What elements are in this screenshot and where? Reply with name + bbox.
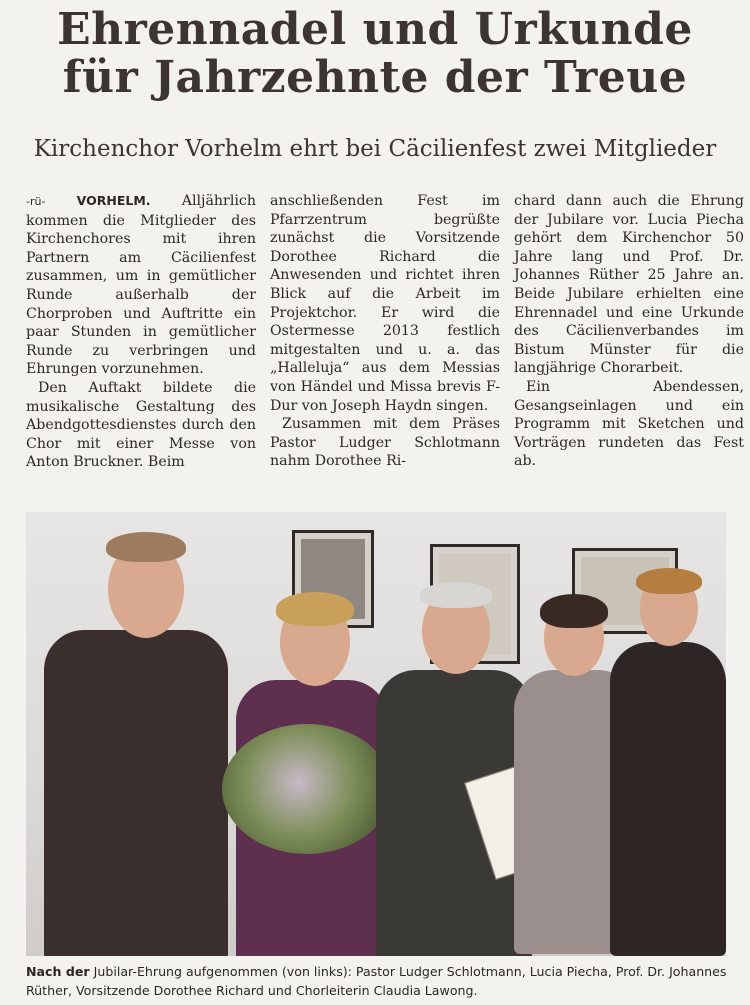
person-lawong: [610, 568, 726, 956]
article-column-3: [514, 192, 744, 500]
article-paragraph: Ein Abendessen, Gesangseinlagen und ein Programm mit Sketchen und Vorträgen rundeten das Fest ab.: [514, 378, 744, 470]
caption-lead: Nach der: [26, 964, 90, 979]
photo-caption: [26, 962, 744, 1000]
person-schlotmann: [36, 530, 236, 956]
headline: [0, 6, 750, 102]
group-photo: [26, 512, 726, 956]
article-paragraph: Den Auftakt bildete die musikalische Gestaltung des Abendgottesdienstes durch den Chor mit einer Messe von Anton Bruckner. Beim: [26, 379, 256, 471]
article-column-2: [270, 192, 500, 500]
article-paragraph: chard dann auch die Ehrung der Jubilare vor. Lucia Piecha gehört dem Kirchenchor 50 Jahre lang und Prof. Dr. Johannes Rüther 25 Jahre an. Beide Jubilare erhielten eine Ehrennadel und eine Urkunde des Cäcilienverbandes im Bistum Münster für die langjährige Chorarbeit.: [514, 193, 744, 377]
headline-line-2: für Jahrzehnte der Treue: [62, 52, 688, 103]
flower-bouquet: [222, 724, 392, 854]
headline-line-1: Ehrennadel und Urkunde: [57, 4, 693, 55]
article-column-1: [26, 192, 256, 500]
article-paragraph: anschließenden Fest im Pfarrzentrum begrüßte zunächst die Vorsitzende Dorothee Richard die Anwesenden und richtet ihren Blick auf die Arbeit im Projektchor. Er wird die Ostermesse 2013 festlich mitgestalten und u. a. das „Halleluja“ aus dem Messias von Händel und Missa brevis F-Dur von Joseph Haydn singen.: [270, 193, 500, 414]
subheadline: Kirchenchor Vorhelm ehrt bei Cäcilienfest zwei Mitglieder: [33, 136, 717, 162]
paragraph-text: Alljährlich kommen die Mitglieder des Kirchenchores mit ihren Partnern am Cäcilienfest zusammen, um in gemütlicher Runde außerhalb der Chorproben und Auftritte ein paar Stunden in gemütlicher Runde zu verbringen und Ehrungen vorzunehmen.: [26, 193, 256, 378]
dateline: VORHELM.: [76, 193, 151, 208]
author-initials: -rü-: [26, 195, 46, 208]
article-paragraph: [26, 192, 256, 379]
article-paragraph: Zusammen mit dem Präses Pastor Ludger Schlotmann nahm Dorothee Ri-: [270, 416, 500, 470]
caption-text: Jubilar-Ehrung aufgenommen (von links): Pastor Ludger Schlotmann, Lucia Piecha, Prof. Dr. Johannes Rüther, Vorsitzende Dorothee Richard und Chorleiterin Claudia Lawong.: [26, 964, 727, 998]
article-body: [26, 192, 744, 500]
